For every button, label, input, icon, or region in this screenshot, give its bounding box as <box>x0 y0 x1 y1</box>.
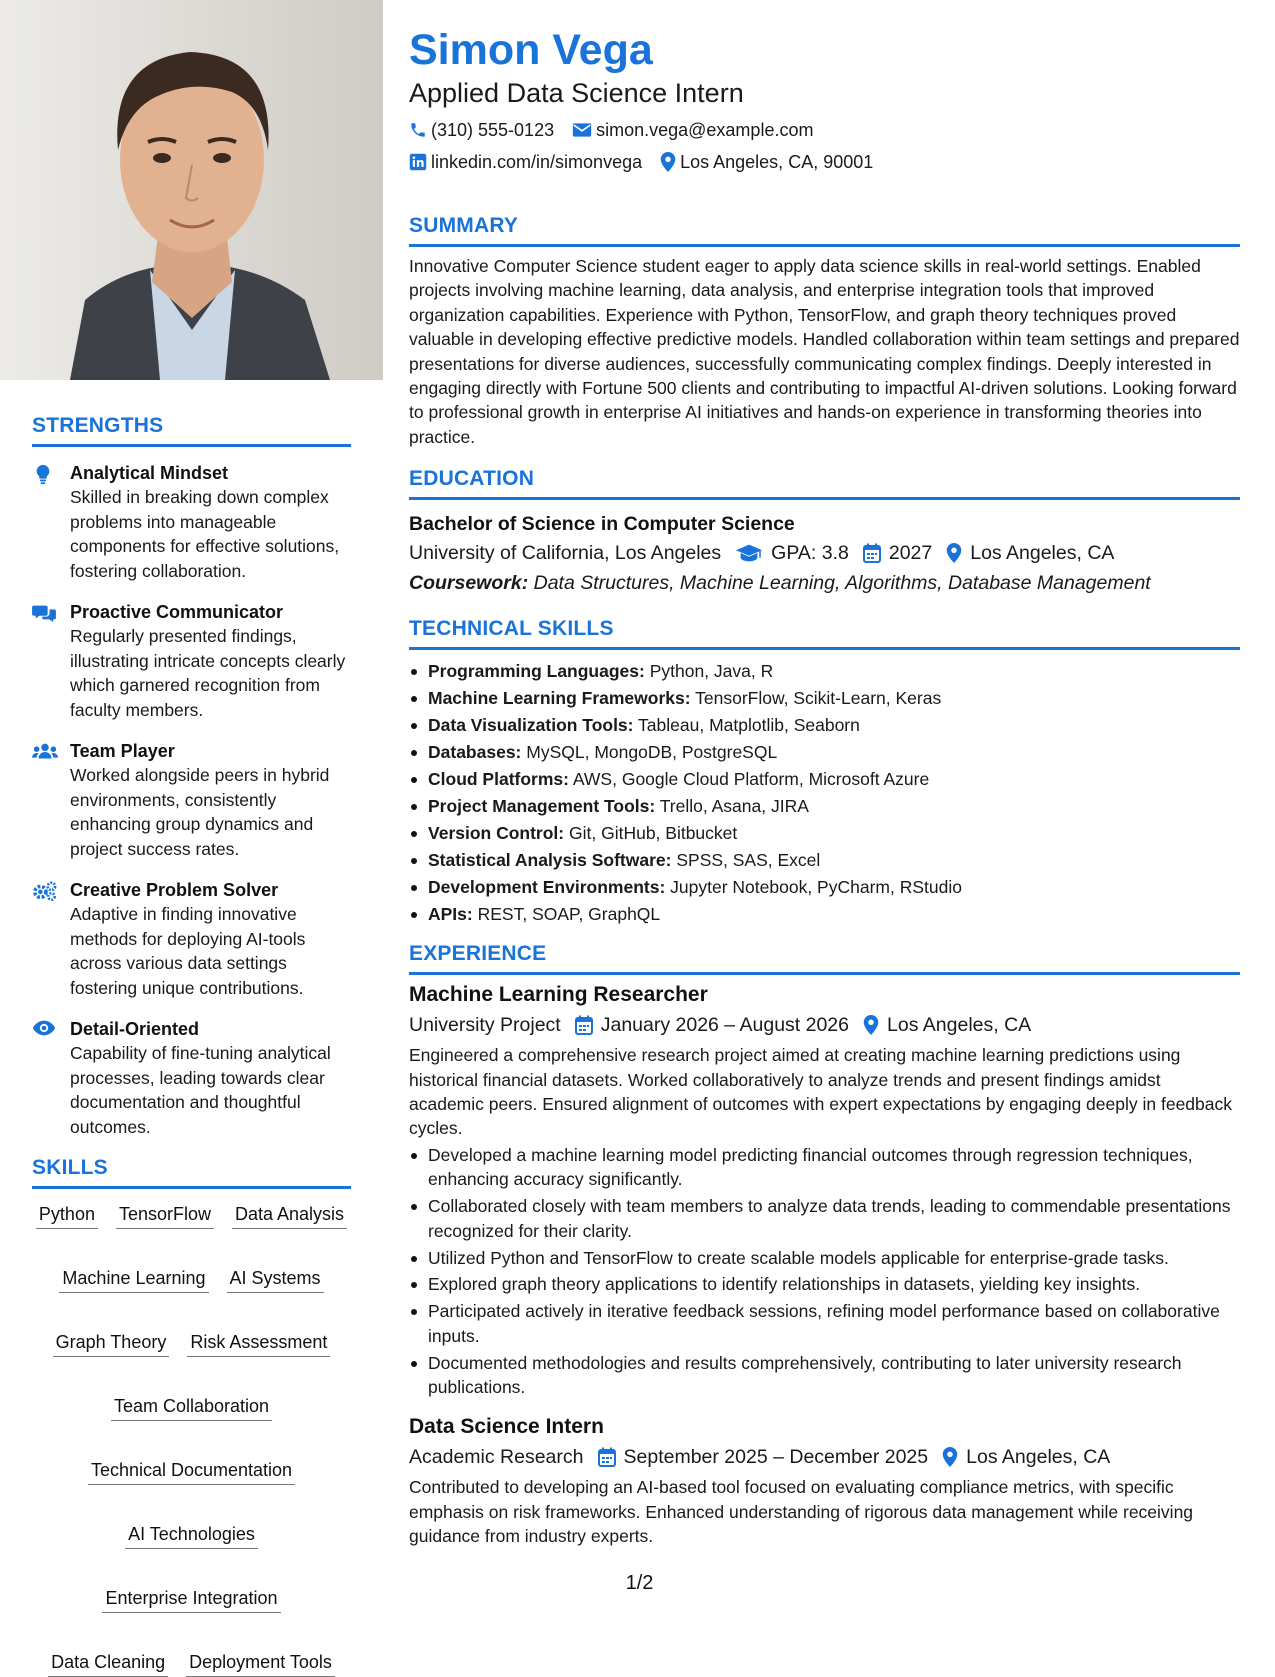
list-item: Programming Languages: Python, Java, R <box>409 658 1240 685</box>
strength-desc: Regularly presented findings, illustrating intricate concepts clearly which garnered recognition from faculty members. <box>70 626 346 720</box>
skill-chip: AI Systems <box>227 1267 324 1293</box>
strength-item <box>32 1017 351 1139</box>
technical-skills-heading: TECHNICAL SKILLS <box>409 617 614 641</box>
phone-contact[interactable] <box>409 118 554 142</box>
strength-title: Analytical Mindset <box>70 463 229 483</box>
phone-icon <box>409 121 427 139</box>
gears-icon <box>32 878 70 1000</box>
strength-desc: Adaptive in finding innovative methods for deploying AI-tools across various data settings fostering unique contributions. <box>70 904 306 998</box>
graduation-year: 2027 <box>888 542 933 565</box>
education-section <box>409 467 1240 597</box>
job-location: Los Angeles, CA <box>966 1446 1111 1469</box>
job-dates: September 2025 – December 2025 <box>623 1446 929 1469</box>
email-contact[interactable] <box>572 118 813 142</box>
calendar-icon <box>575 1015 593 1035</box>
strength-title: Creative Problem Solver <box>70 880 279 900</box>
graduation-cap-icon <box>735 543 763 563</box>
skill-chips <box>32 1203 351 1677</box>
coursework-line <box>409 569 1240 597</box>
candidate-role: Applied Data Science Intern <box>409 78 744 108</box>
skill-chip: Data Cleaning <box>48 1651 168 1677</box>
strength-desc: Capability of fine-tuning analytical processes, leading towards clear documentation and thoughtful outcomes. <box>70 1043 331 1137</box>
skill-chip: Technical Documentation <box>88 1459 295 1485</box>
linkedin-text: linkedin.com/in/simonvega <box>431 152 643 172</box>
list-item: Cloud Platforms: AWS, Google Cloud Platform, Microsoft Azure <box>409 766 1240 793</box>
list-item: Explored graph theory applications to identify relationships in datasets, yielding key insights. <box>409 1272 1240 1296</box>
coursework-label: Coursework: <box>409 572 529 595</box>
page-number: 1/2 <box>625 1572 654 1594</box>
strength-title: Detail-Oriented <box>70 1019 200 1039</box>
strength-item <box>32 739 351 861</box>
skill-chip: Machine Learning <box>59 1267 208 1293</box>
job-meta <box>409 1011 1240 1039</box>
list-item: Data Visualization Tools: Tableau, Matplotlib, Seaborn <box>409 712 1240 739</box>
list-item: Statistical Analysis Software: SPSS, SAS, Excel <box>409 847 1240 874</box>
education-rule <box>409 497 1240 500</box>
education-heading: EDUCATION <box>409 467 535 491</box>
envelope-icon <box>572 122 592 138</box>
list-item: Developed a machine learning model predicting financial outcomes through regression techniques, enhancing accuracy significantly. <box>409 1143 1240 1192</box>
job-meta <box>409 1443 1240 1471</box>
strengths-list <box>32 461 351 1139</box>
phone-text: (310) 555-0123 <box>431 120 555 140</box>
location-text: Los Angeles, CA, 90001 <box>680 152 874 172</box>
education-location: Los Angeles, CA <box>970 542 1115 565</box>
strength-title: Team Player <box>70 741 175 761</box>
location-contact <box>660 150 873 174</box>
summary-rule <box>409 244 1240 247</box>
skill-chip: Enterprise Integration <box>102 1587 280 1613</box>
skill-chip: Risk Assessment <box>187 1331 330 1357</box>
calendar-icon <box>598 1447 616 1467</box>
skill-chip: AI Technologies <box>125 1523 258 1549</box>
map-pin-icon <box>946 543 962 563</box>
list-item: Utilized Python and TensorFlow to create scalable models applicable for enterprise-grade tasks. <box>409 1246 1240 1270</box>
list-item: Databases: MySQL, MongoDB, PostgreSQL <box>409 739 1240 766</box>
summary-section <box>409 214 1240 449</box>
skill-chip: Team Collaboration <box>111 1395 272 1421</box>
job-org: Academic Research <box>409 1446 584 1469</box>
job-description: Contributed to developing an AI-based tool focused on evaluating compliance metrics, with specific emphasis on risk frameworks. Enhanced understanding of rigorous data management while receiving guidance from industry experts. <box>409 1477 1194 1547</box>
left-column <box>0 0 383 1672</box>
technical-skills-section <box>409 617 1240 928</box>
strength-item <box>32 600 351 722</box>
skills-heading: SKILLS <box>32 1156 108 1179</box>
technical-skills-rule <box>409 647 1240 650</box>
strength-desc: Worked alongside peers in hybrid environments, consistently enhancing group dynamics and project success rates. <box>70 765 330 859</box>
candidate-name: Simon Vega <box>409 26 653 74</box>
list-item: APIs: REST, SOAP, GraphQL <box>409 901 1240 928</box>
skill-chip: TensorFlow <box>116 1203 214 1229</box>
summary-text: Innovative Computer Science student eager to apply data science skills in real-world settings. Enabled projects involving machine learning, data analysis, and enterprise integration tools that improved organization capabilities. Experience with Python, TensorFlow, and graph theory techniques proved valuable in developing effective predictive models. Handled collaboration within team settings and prepared presentations for diverse audiences, successfully communicating complex findings. Deeply interested in engaging directly with Fortune 500 clients and contributing to impactful AI-driven solutions. Looking forward to professional growth in enterprise AI initiatives and hands-on experience in transforming theories into practice. <box>409 256 1240 447</box>
lightbulb-icon <box>32 461 70 583</box>
skills-section <box>32 1156 351 1677</box>
eye-icon <box>32 1017 70 1139</box>
chat-bubbles-icon <box>32 600 70 722</box>
strength-desc: Skilled in breaking down complex problems into manageable components for effective solutions, fostering collaboration. <box>70 487 340 581</box>
job-dates: January 2026 – August 2026 <box>600 1014 850 1037</box>
experience-heading: EXPERIENCE <box>409 942 547 966</box>
map-pin-icon <box>942 1447 958 1467</box>
list-item: Version Control: Git, GitHub, Bitbucket <box>409 820 1240 847</box>
strengths-heading: STRENGTHS <box>32 414 164 437</box>
technical-skills-list <box>409 658 1240 928</box>
linkedin-contact[interactable] <box>409 150 642 174</box>
contact-row-1 <box>409 118 1240 142</box>
strength-item <box>32 878 351 1000</box>
contact-row-2 <box>409 150 1240 174</box>
linkedin-icon <box>409 153 427 171</box>
skill-chip: Python <box>36 1203 98 1229</box>
experience-rule <box>409 972 1240 975</box>
coursework-text: Data Structures, Machine Learning, Algorithms, Database Management <box>533 572 1151 595</box>
strengths-rule <box>32 444 351 447</box>
list-item: Collaborated closely with team members to analyze data trends, leading to commendable presentations recognized for their clarity. <box>409 1194 1240 1243</box>
right-column <box>409 24 1240 1549</box>
experience-section <box>409 942 1240 1548</box>
degree-title: Bachelor of Science in Computer Science <box>409 513 795 536</box>
skills-rule <box>32 1186 351 1189</box>
strength-item <box>32 461 351 583</box>
job-title: Machine Learning Researcher <box>409 983 708 1007</box>
education-meta <box>409 539 1240 567</box>
skill-chip: Graph Theory <box>53 1331 170 1357</box>
email-text: simon.vega@example.com <box>596 120 814 140</box>
job-org: University Project <box>409 1014 561 1037</box>
job-bullets <box>409 1143 1240 1400</box>
left-content <box>32 414 351 1677</box>
list-item: Documented methodologies and results comprehensively, contributing to later university research publications. <box>409 1351 1240 1400</box>
summary-heading: SUMMARY <box>409 214 519 237</box>
map-pin-icon <box>660 152 676 172</box>
skill-chip: Data Analysis <box>232 1203 347 1229</box>
list-item: Participated actively in iterative feedback sessions, refining model performance based on collaborative inputs. <box>409 1299 1240 1348</box>
job-description: Engineered a comprehensive research project aimed at creating machine learning predictions using historical financial datasets. Worked collaboratively to analyze trends and present findings amidst academic peers. Ensured alignment of outcomes with expert expectations by engaging deeply in feedback cycles. <box>409 1045 1232 1139</box>
strength-title: Proactive Communicator <box>70 602 284 622</box>
users-icon <box>32 739 70 861</box>
job-location: Los Angeles, CA <box>887 1014 1032 1037</box>
list-item: Project Management Tools: Trello, Asana, JIRA <box>409 793 1240 820</box>
school-name: University of California, Los Angeles <box>409 542 722 565</box>
list-item: Machine Learning Frameworks: TensorFlow, Scikit-Learn, Keras <box>409 685 1240 712</box>
profile-photo <box>0 0 383 380</box>
job-title: Data Science Intern <box>409 1415 604 1439</box>
gpa-text: GPA: 3.8 <box>771 542 849 565</box>
list-item: Development Environments: Jupyter Notebook, PyCharm, RStudio <box>409 874 1240 901</box>
map-pin-icon <box>863 1015 879 1035</box>
calendar-icon <box>863 543 881 563</box>
skill-chip: Deployment Tools <box>186 1651 335 1677</box>
